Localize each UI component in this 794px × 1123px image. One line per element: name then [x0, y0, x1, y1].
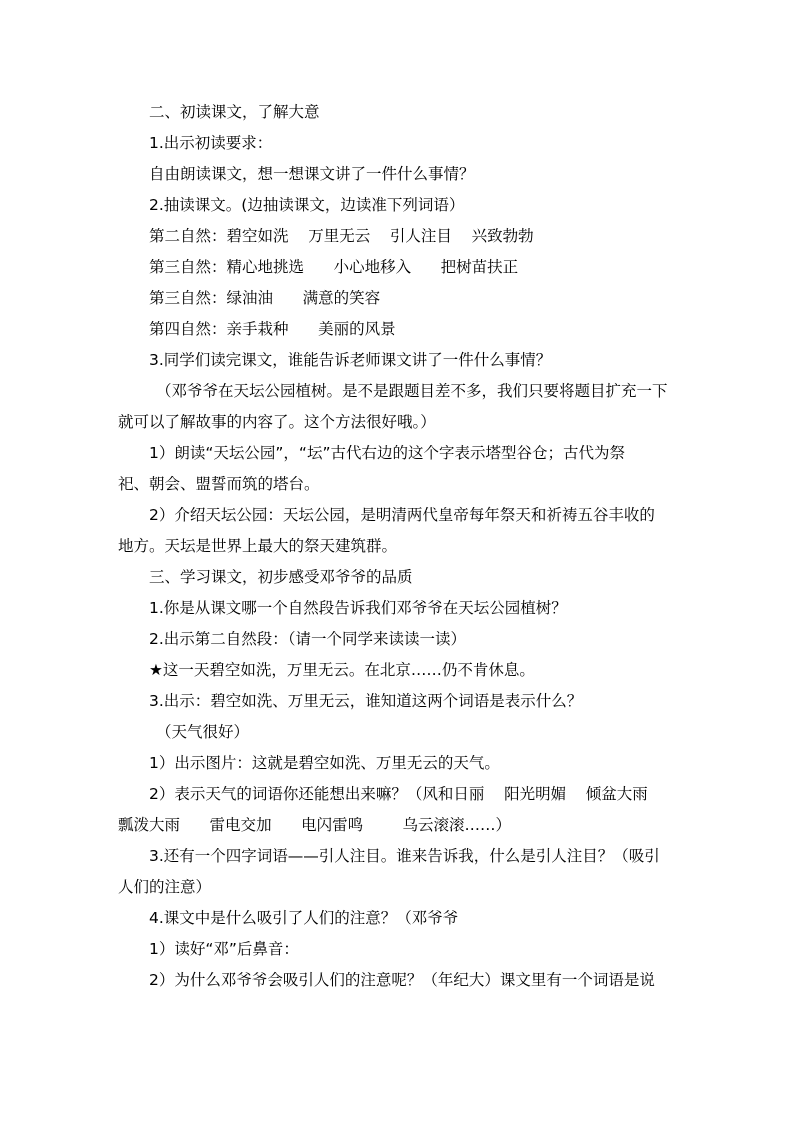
- paragraph-line: 人们的注意）: [118, 878, 212, 896]
- paragraph-line: （邓爷爷在天坛公园植树。是不是跟题目差不多，我们只要将题目扩充一下: [156, 382, 668, 400]
- paragraph-line: 2.抽读课文。(边抽读课文，边读准下列词语）: [149, 196, 465, 214]
- document-body: [118, 97, 674, 996]
- paragraph-line: 2）介绍天坛公园：天坛公园，是明清两代皇帝每年祭天和祈祷五谷丰收的: [149, 506, 655, 524]
- section-heading-first-reading: 二、初读课文，了解大意: [149, 103, 320, 121]
- vocabulary-line: 第三自然：精心地挑选 小心地移入 把树苗扶正: [149, 258, 519, 276]
- paragraph-line: 地方。天坛是世界上最大的祭天建筑群。: [118, 537, 398, 555]
- paragraph-line: 瓢泼大雨 雷电交加 电闪雷鸣 乌云滚滚……）: [118, 816, 512, 834]
- paragraph-line: 祀、朝会、盟誓而筑的塔台。: [118, 475, 320, 493]
- paragraph-line: 2）表示天气的词语你还能想出来嘛？（风和日丽 阳光明媚 倾盆大雨: [149, 785, 648, 803]
- paragraph-line: 自由朗读课文，想一想课文讲了一件什么事情？: [149, 165, 475, 183]
- section-heading-study-text: 三、学习课文，初步感受邓爷爷的品质: [149, 568, 413, 586]
- paragraph-line: 2）为什么邓爷爷会吸引人们的注意呢？（年纪大）课文里有一个词语是说: [149, 971, 655, 989]
- paragraph-line: 1）出示图片：这就是碧空如洗、万里无云的天气。: [149, 754, 500, 772]
- paragraph-line: 3.还有一个四字词语——引人注目。谁来告诉我，什么是引人注目？（吸引: [149, 847, 660, 865]
- paragraph-line: 1.出示初读要求：: [149, 134, 273, 152]
- vocabulary-line: 第三自然：绿油油 满意的笑容: [149, 289, 381, 307]
- paragraph-line: ★这一天碧空如洗，万里无云。在北京……仍不肯休息。: [149, 661, 535, 679]
- vocabulary-line: 第四自然：亲手栽种 美丽的风景: [149, 320, 396, 338]
- paragraph-line: （天气很好）: [156, 723, 250, 741]
- paragraph-line: 3.出示：碧空如洗、万里无云，谁知道这两个词语是表示什么？: [149, 692, 583, 710]
- paragraph-line: 1.你是从课文哪一个自然段告诉我们邓爷爷在天坛公园植树？: [149, 599, 567, 617]
- paragraph-line: 4.课文中是什么吸引了人们的注意？（邓爷爷: [149, 909, 459, 927]
- paragraph-line: 2.出示第二自然段：（请一个同学来读读一读）: [149, 630, 467, 648]
- paragraph-line: 就可以了解故事的内容了。这个方法很好哦。）: [118, 413, 436, 431]
- paragraph-line: 3.同学们读完课文，谁能告诉老师课文讲了一件什么事情？: [149, 351, 552, 369]
- paragraph-line: 1）朗读“天坛公园”，“坛”古代右边的这个字表示塔型谷仓；古代为祭: [149, 444, 625, 462]
- paragraph-line: 1）读好“邓”后鼻音：: [149, 940, 299, 958]
- vocabulary-line: 第二自然：碧空如洗 万里无云 引人注目 兴致勃勃: [149, 227, 534, 245]
